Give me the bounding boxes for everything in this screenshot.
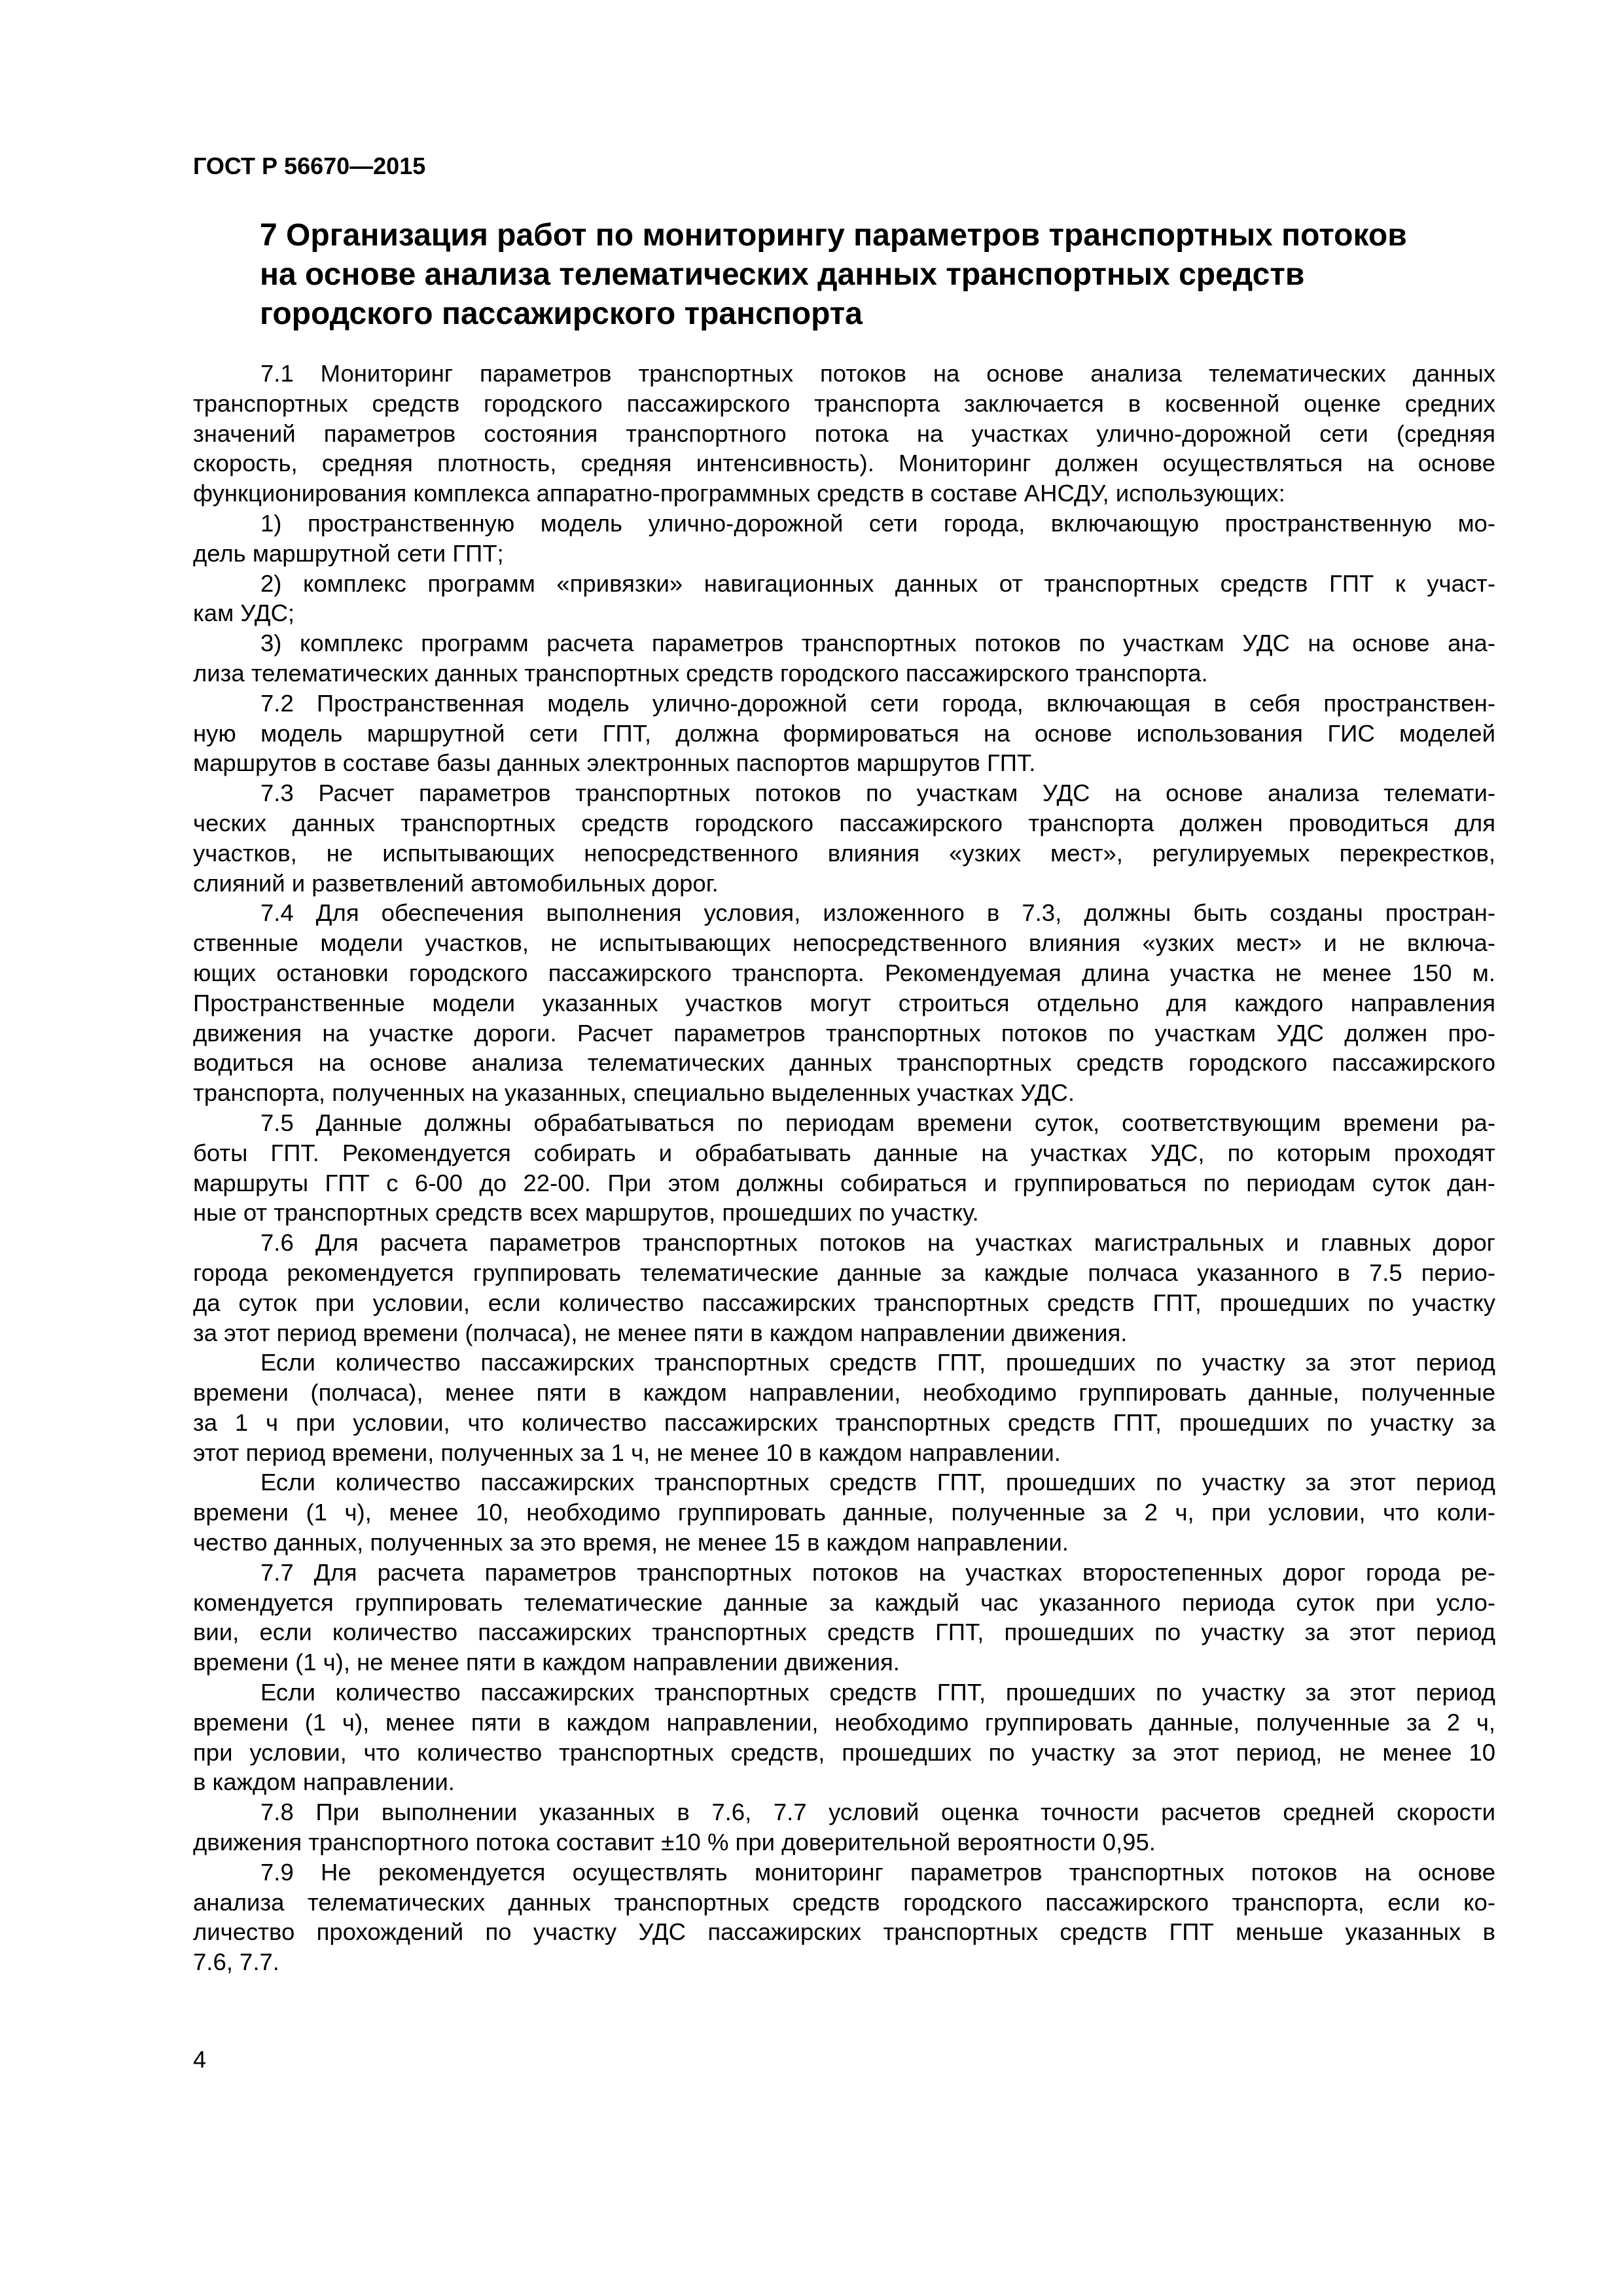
paragraph-line: функционирования комплекса аппаратно-программных средств в составе АНСДУ, использующих: [193, 480, 1285, 507]
section-title-line: городского пассажирского транспорта [260, 296, 863, 331]
paragraph [193, 1797, 1495, 1857]
paragraph-line: анализа телематических данных транспортных средств городского пассажирского транспорта, если ко- [193, 1888, 1495, 1916]
paragraph-line: 7.9 Не рекомендуется осуществлять мониторинг параметров транспортных потоков на основе [260, 1858, 1495, 1886]
paragraph-line: 7.6, 7.7. [193, 1948, 279, 1976]
paragraph-line: чество данных, полученных за это время, не менее 15 в каждом направлении. [193, 1529, 1069, 1556]
paragraph [193, 1348, 1495, 1467]
paragraph [193, 778, 1495, 898]
paragraph-line: дель маршрутной сети ГПТ; [193, 539, 504, 567]
paragraph-line: 7.1 Мониторинг параметров транспортных потоков на основе анализа телематических данных [260, 360, 1495, 387]
paragraph-line: в каждом направлении. [193, 1768, 455, 1796]
paragraph [193, 1677, 1495, 1797]
paragraph-line: слияний и разветвлений автомобильных дорог. [193, 869, 719, 897]
paragraph-line: движения на участке дороги. Расчет параметров транспортных потоков по участкам УДС должен про- [193, 1019, 1495, 1047]
paragraph-line: 7.3 Расчет параметров транспортных потоков по участкам УДС на основе анализа телемати- [260, 780, 1495, 807]
section-title-line: 7 Организация работ по мониторингу параметров транспортных потоков [260, 218, 1407, 253]
paragraph-line: лиза телематических данных транспортных средств городского пассажирского транспорта. [193, 659, 1208, 687]
paragraph-line: времени (1 ч), не менее пяти в каждом направлении движения. [193, 1649, 900, 1676]
paragraph-line: участков, не испытывающих непосредственного влияния «узких мест», регулируемых перекрестков, [193, 839, 1495, 867]
paragraph [193, 628, 1495, 689]
page-number: 4 [193, 2046, 207, 2073]
paragraph-line: 7.8 При выполнении указанных в 7.6, 7.7 условий оценка точности расчетов средней скорости [260, 1799, 1495, 1826]
paragraph-line: боты ГПТ. Рекомендуется собирать и обрабатывать данные на участках УДС, по которым проходят [193, 1139, 1495, 1166]
paragraph-line: 7.6 Для расчета параметров транспортных потоков на участках магистральных и главных дорог [260, 1229, 1495, 1257]
paragraph-line: значений параметров состояния транспортного потока на участках улично-дорожной сети (средняя [193, 420, 1495, 447]
paragraph-line: 7.4 Для обеспечения выполнения условия, изложенного в 7.3, должны быть созданы простран- [260, 899, 1495, 927]
paragraph-line: кам УДС; [193, 600, 295, 627]
paragraph-line: транспорта, полученных на указанных, специально выделенных участках УДС. [193, 1079, 1075, 1107]
paragraph-line: маршруты ГПТ с 6-00 до 22-00. При этом должны собираться и группироваться по периодам суток дан- [193, 1169, 1495, 1196]
paragraph [193, 569, 1495, 629]
paragraph-line: 7.2 Пространственная модель улично-дорожной сети города, включающая в себя пространствен- [260, 689, 1495, 717]
paragraph-line: ческих данных транспортных средств городского пассажирского транспорта должен проводиться для [193, 809, 1495, 836]
paragraph [193, 1108, 1495, 1228]
paragraph-line: Если количество пассажирских транспортных средств ГПТ, прошедших по участку за этот период [260, 1469, 1495, 1496]
paragraph-line: да суток при условии, если количество пассажирских транспортных средств ГПТ, прошедших по участку [193, 1289, 1495, 1316]
paragraph-line: ющих остановки городского пассажирского транспорта. Рекомендуемая длина участка не менее 150 м. [193, 959, 1495, 986]
paragraph-line: транспортных средств городского пассажирского транспорта заключается в косвенной оценке средних [193, 389, 1495, 417]
paragraph-line: личество прохождений по участку УДС пассажирских транспортных средств ГПТ меньше указанных в [193, 1918, 1495, 1946]
section-body [193, 359, 1495, 1977]
paragraph [193, 359, 1495, 509]
section-title-line: на основе анализа телематических данных транспортных средств [260, 257, 1305, 292]
document-code-header: ГОСТ Р 56670—2015 [193, 152, 426, 179]
paragraph [193, 689, 1495, 778]
paragraph-line: при условии, что количество транспортных средств, прошедших по участку за этот период, не менее 10 [193, 1738, 1495, 1766]
paragraph-line: за этот период времени (полчаса), не менее пяти в каждом направлении движения. [193, 1319, 1128, 1346]
paragraph-line: 1) пространственную модель улично-дорожной сети города, включающую пространственную мо- [260, 509, 1495, 537]
paragraph-line: города рекомендуется группировать телематические данные за каждые полчаса указанного в 7.5 перио- [193, 1259, 1495, 1286]
section-title [260, 216, 1503, 334]
paragraph-line: времени (1 ч), менее пяти в каждом направлении, необходимо группировать данные, полученные за 2 ч, [193, 1708, 1495, 1736]
paragraph [193, 898, 1495, 1108]
paragraph-line: Если количество пассажирских транспортных средств ГПТ, прошедших по участку за этот период [260, 1679, 1495, 1706]
paragraph-line: скорость, средняя плотность, средняя интенсивность). Мониторинг должен осуществляться на основе [193, 450, 1495, 477]
paragraph [193, 1857, 1495, 1977]
paragraph-line: этот период времени, полученных за 1 ч, не менее 10 в каждом направлении. [193, 1439, 1061, 1466]
paragraph-line: времени (1 ч), менее 10, необходимо группировать данные, полученные за 2 ч, при условии, что коли- [193, 1499, 1495, 1526]
paragraph-line: ные от транспортных средств всех маршрутов, прошедших по участку. [193, 1199, 979, 1227]
paragraph-line: за 1 ч при условии, что количество пассажирских транспортных средств ГПТ, прошедших по участку за [193, 1408, 1495, 1436]
paragraph-line: вии, если количество пассажирских транспортных средств ГПТ, прошедших по участку за этот период [193, 1619, 1495, 1646]
paragraph-line: маршрутов в составе базы данных электронных паспортов маршрутов ГПТ. [193, 749, 1036, 777]
paragraph-line: водиться на основе анализа телематических данных транспортных средств городского пассажирского [193, 1049, 1495, 1077]
paragraph-line: 3) комплекс программ расчета параметров транспортных потоков по участкам УДС на основе ана- [260, 630, 1495, 657]
paragraph-line: времени (полчаса), менее пяти в каждом направлении, необходимо группировать данные, полученные [193, 1379, 1495, 1407]
paragraph-line: движения транспортного потока составит ±10 % при доверительной вероятности 0,95. [193, 1829, 1156, 1856]
paragraph-line: ственные модели участков, не испытывающих непосредственного влияния «узких мест» и не включа- [193, 929, 1495, 957]
paragraph-line: 2) комплекс программ «привязки» навигационных данных от транспортных средств ГПТ к участ- [260, 569, 1495, 597]
paragraph-line: комендуется группировать телематические данные за каждый час указанного периода суток при усло- [193, 1588, 1495, 1616]
paragraph [193, 1228, 1495, 1348]
paragraph-line: 7.7 Для расчета параметров транспортных потоков на участках второстепенных дорог города ре- [260, 1558, 1495, 1586]
paragraph-line: ную модель маршрутной сети ГПТ, должна формироваться на основе использования ГИС моделей [193, 719, 1495, 747]
paragraph-line: Пространственные модели указанных участков могут строиться отдельно для каждого направления [193, 989, 1495, 1016]
paragraph [193, 1467, 1495, 1557]
paragraph [193, 1558, 1495, 1677]
paragraph-line: Если количество пассажирских транспортных средств ГПТ, прошедших по участку за этот период [260, 1349, 1495, 1376]
paragraph [193, 509, 1495, 569]
paragraph-line: 7.5 Данные должны обрабатываться по периодам времени суток, соответствующим времени ра- [260, 1109, 1495, 1136]
